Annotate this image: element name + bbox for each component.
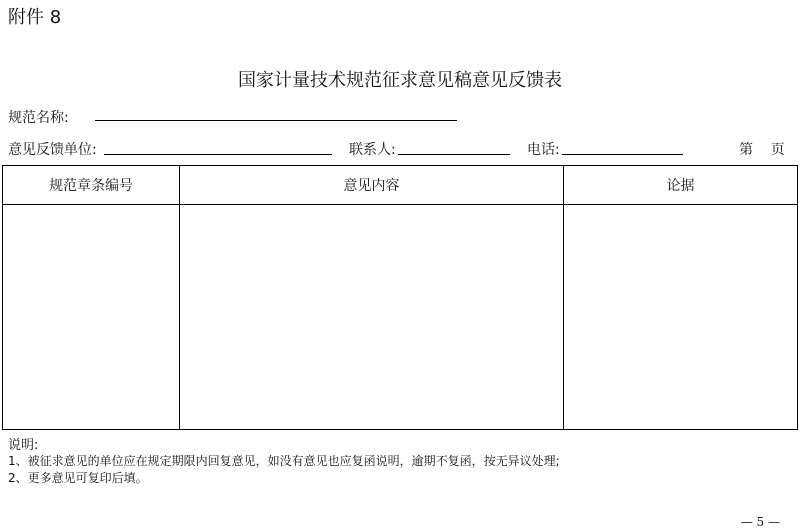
feedback-table	[2, 165, 798, 430]
phone-field[interactable]	[562, 154, 683, 155]
feedback-unit-field[interactable]	[104, 154, 332, 155]
page-footer: — 5 —	[740, 515, 780, 529]
attachment-label: 附件 8	[8, 7, 62, 28]
note-item-2: 2、更多意见可复印后填。	[8, 471, 148, 485]
contact-field[interactable]	[398, 154, 510, 155]
notes-heading: 说明:	[8, 438, 39, 453]
phone-label: 电话:	[527, 142, 560, 158]
column-header-rationale: 论据	[564, 166, 798, 205]
spec-name-label: 规范名称:	[8, 110, 69, 126]
form-title: 国家计量技术规范征求意见稿意见反馈表	[238, 70, 562, 91]
spec-name-field[interactable]	[95, 120, 457, 121]
contact-label: 联系人:	[349, 142, 396, 158]
page-number-label: 第 页	[739, 142, 785, 158]
comment-content-cell[interactable]	[180, 205, 564, 430]
rationale-cell[interactable]	[564, 205, 798, 430]
clause-number-cell[interactable]	[3, 205, 180, 430]
note-item-1: 1、被征求意见的单位应在规定期限内回复意见，如没有意见也应复函说明，逾期不复函，按无异议处理;	[8, 454, 560, 468]
column-header-clause-number: 规范章条编号	[3, 166, 180, 205]
table-row	[3, 205, 798, 430]
column-header-comment-content: 意见内容	[180, 166, 564, 205]
table-header-row	[3, 166, 798, 205]
feedback-unit-label: 意见反馈单位:	[8, 142, 97, 158]
